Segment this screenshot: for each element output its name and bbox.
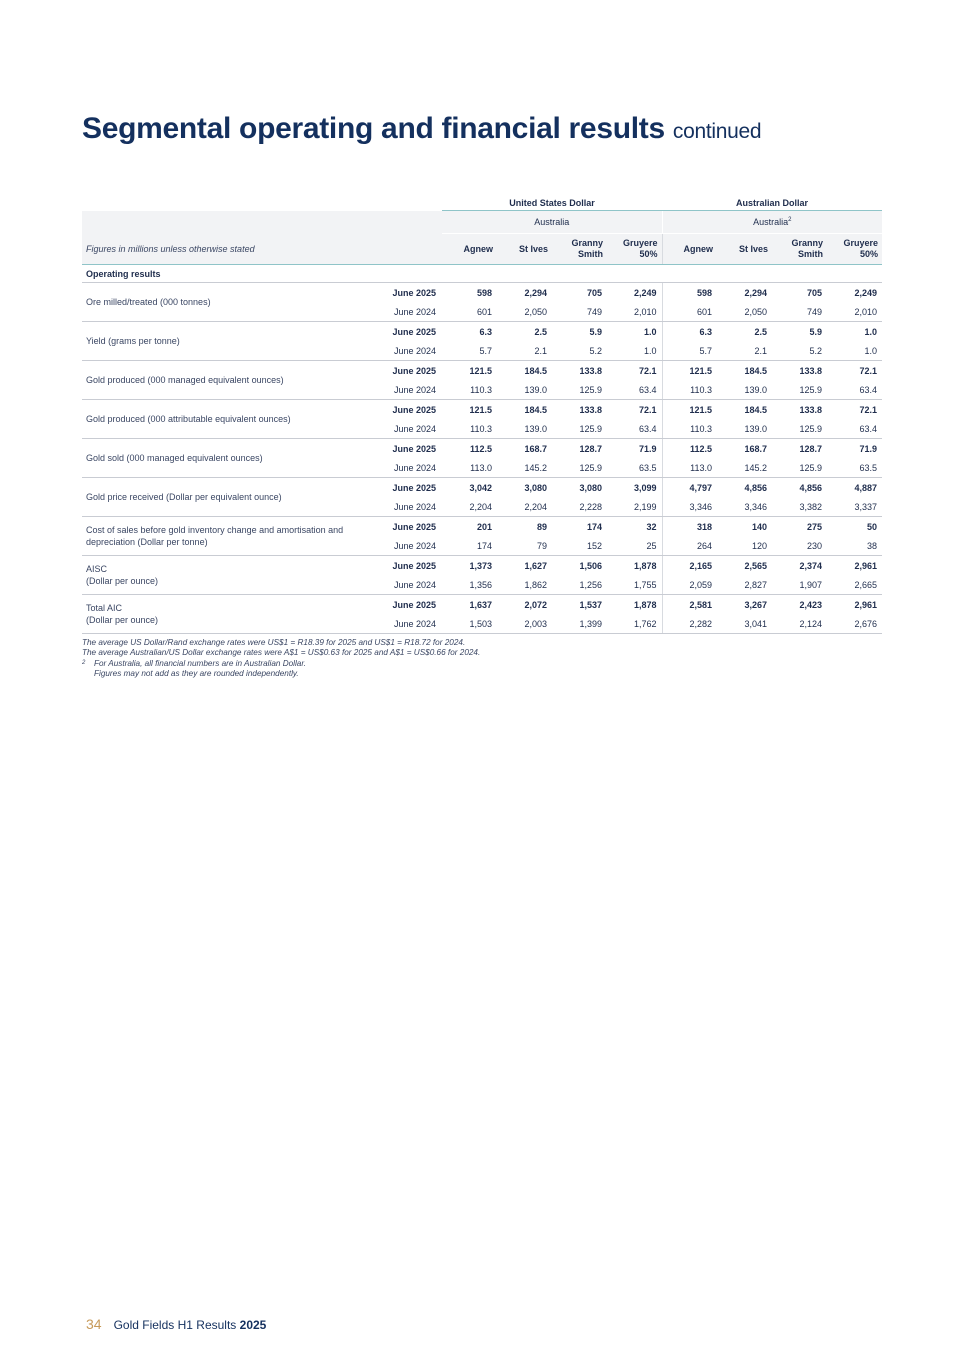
value-cell: 2,294 xyxy=(744,287,768,298)
value-cell: 145.2 xyxy=(497,458,552,478)
period-label: June 2025 xyxy=(392,365,436,376)
period-label: June 2024 xyxy=(382,575,442,595)
title-suffix: continued xyxy=(672,120,762,143)
value-cell: 1,256 xyxy=(552,575,607,595)
value-cell: 2,249 xyxy=(634,287,657,298)
row-label: Ore milled/treated (000 tonnes) xyxy=(82,283,382,322)
footer-text: Gold Fields H1 Results xyxy=(113,1318,237,1332)
column-header: Gruyere 50% xyxy=(827,234,882,265)
value-cell: 201 xyxy=(476,521,492,532)
value-cell: 264 xyxy=(662,536,717,556)
value-cell: 71.9 xyxy=(859,443,878,454)
table-row xyxy=(82,439,882,459)
row-label: Total AIC (Dollar per ounce) xyxy=(82,595,382,634)
footnote-marker: 2 xyxy=(788,217,792,223)
note-aud-rates: The average Australian/US Dollar exchange rates were A$1 = US$0.63 for 2025 and A$1 = US$0.66 for 2024. xyxy=(82,648,481,658)
value-cell: 139.0 xyxy=(497,419,552,439)
value-cell: 125.9 xyxy=(772,419,827,439)
period-label: June 2024 xyxy=(382,341,442,361)
value-cell: 2,961 xyxy=(854,560,878,571)
period-label: June 2024 xyxy=(382,380,442,400)
value-cell: 6.3 xyxy=(662,322,717,342)
value-cell: 3,346 xyxy=(662,497,717,517)
value-cell: 121.5 xyxy=(662,400,717,420)
table-row xyxy=(82,517,882,537)
value-cell: 3,080 xyxy=(579,482,602,493)
value-cell: 110.3 xyxy=(662,380,717,400)
value-cell: 72.1 xyxy=(639,404,657,415)
value-cell: 133.8 xyxy=(579,404,602,415)
value-cell: 139.0 xyxy=(717,419,772,439)
value-cell: 6.3 xyxy=(479,326,492,337)
value-cell: 3,099 xyxy=(634,482,657,493)
page-title: Segmental operating and financial results continued xyxy=(82,112,762,145)
row-label: AISC (Dollar per ounce) xyxy=(82,556,382,595)
column-header: Agnew xyxy=(662,234,717,265)
note-rand-rates: The average US Dollar/Rand exchange rates were US$1 = R18.39 for 2025 and US$1 = R18.72 for 2024. xyxy=(82,638,466,647)
value-cell: 89 xyxy=(536,521,547,532)
value-cell: 63.5 xyxy=(827,458,882,478)
value-cell: 1,627 xyxy=(524,560,547,571)
value-cell: 2,228 xyxy=(552,497,607,517)
value-cell: 63.4 xyxy=(607,419,662,439)
value-cell: 112.5 xyxy=(469,443,492,454)
value-cell: 2,676 xyxy=(827,614,882,634)
table-row xyxy=(82,556,882,576)
period-label: June 2025 xyxy=(392,287,436,298)
value-cell: 2,665 xyxy=(827,575,882,595)
column-header: Gruyere 50% xyxy=(607,234,662,265)
value-cell: 168.7 xyxy=(744,443,768,454)
value-cell: 3,346 xyxy=(717,497,772,517)
value-cell: 113.0 xyxy=(442,458,497,478)
value-cell: 2,374 xyxy=(799,560,823,571)
column-header: St Ives xyxy=(497,234,552,265)
value-cell: 1,878 xyxy=(634,599,657,610)
page-footer xyxy=(86,1316,266,1332)
value-cell: 2.1 xyxy=(717,341,772,361)
value-cell: 2,199 xyxy=(607,497,662,517)
value-cell: 71.9 xyxy=(639,443,657,454)
value-cell: 139.0 xyxy=(497,380,552,400)
value-cell: 1,907 xyxy=(772,575,827,595)
table-row xyxy=(82,283,882,303)
footnote-text: For Australia, all financial numbers are in Australian Dollar. xyxy=(94,658,307,668)
value-cell: 121.5 xyxy=(662,361,717,381)
value-cell: 2,581 xyxy=(662,595,717,615)
period-label: June 2025 xyxy=(392,404,436,415)
value-cell: 275 xyxy=(807,521,823,532)
note-footnote xyxy=(82,659,480,669)
column-header-row xyxy=(82,234,882,265)
value-cell: 705 xyxy=(586,287,602,298)
value-cell: 2,204 xyxy=(497,497,552,517)
period-label: June 2024 xyxy=(382,497,442,517)
value-cell: 139.0 xyxy=(717,380,772,400)
value-cell: 184.5 xyxy=(524,365,547,376)
table-row xyxy=(82,595,882,615)
value-cell: 2,204 xyxy=(442,497,497,517)
table-row xyxy=(82,361,882,381)
column-header: Granny Smith xyxy=(772,234,827,265)
value-cell: 79 xyxy=(497,536,552,556)
value-cell: 2.5 xyxy=(534,326,547,337)
value-cell: 113.0 xyxy=(662,458,717,478)
value-cell: 133.8 xyxy=(799,365,823,376)
row-label: Yield (grams per tonne) xyxy=(82,322,382,361)
value-cell: 2,010 xyxy=(607,302,662,322)
value-cell: 2,249 xyxy=(854,287,878,298)
section-title: Operating results xyxy=(82,265,882,283)
value-cell: 2,124 xyxy=(772,614,827,634)
value-cell: 72.1 xyxy=(859,404,878,415)
value-cell: 110.3 xyxy=(662,419,717,439)
value-cell: 63.4 xyxy=(607,380,662,400)
value-cell: 4,797 xyxy=(662,478,717,498)
value-cell: 1,762 xyxy=(607,614,662,634)
value-cell: 5.9 xyxy=(589,326,602,337)
value-cell: 3,337 xyxy=(827,497,882,517)
value-cell: 1,637 xyxy=(469,599,492,610)
value-cell: 38 xyxy=(827,536,882,556)
value-cell: 125.9 xyxy=(552,419,607,439)
value-cell: 63.4 xyxy=(827,380,882,400)
table-row xyxy=(82,478,882,498)
column-header: Granny Smith xyxy=(552,234,607,265)
value-cell: 3,042 xyxy=(469,482,492,493)
value-cell: 2,423 xyxy=(799,599,823,610)
footer-year: 2025 xyxy=(239,1318,267,1332)
value-cell: 5.9 xyxy=(809,326,823,337)
period-label: June 2025 xyxy=(392,560,436,571)
value-cell: 168.7 xyxy=(524,443,547,454)
value-cell: 1.0 xyxy=(827,341,882,361)
region-header-usd: Australia xyxy=(442,211,662,234)
page-number: 34 xyxy=(86,1316,102,1332)
value-cell: 125.9 xyxy=(772,380,827,400)
value-cell: 2,050 xyxy=(717,302,772,322)
value-cell: 63.5 xyxy=(607,458,662,478)
column-header: Agnew xyxy=(442,234,497,265)
value-cell: 125.9 xyxy=(552,458,607,478)
value-cell: 2,072 xyxy=(524,599,547,610)
value-cell: 50 xyxy=(867,521,878,532)
row-label: Cost of sales before gold inventory change and amortisation and depreciation (Dollar per tonne) xyxy=(82,517,382,556)
segmental-results-table xyxy=(82,196,882,634)
value-cell: 174 xyxy=(442,536,497,556)
period-label: June 2024 xyxy=(382,614,442,634)
row-label: Gold produced (000 managed equivalent ounces) xyxy=(82,361,382,400)
figures-note: Figures in millions unless otherwise stated xyxy=(82,234,382,265)
footnote-number: 2 xyxy=(82,659,86,666)
value-cell: 184.5 xyxy=(744,404,768,415)
value-cell: 121.5 xyxy=(469,365,492,376)
value-cell: 1.0 xyxy=(644,326,657,337)
value-cell: 145.2 xyxy=(717,458,772,478)
value-cell: 1.0 xyxy=(607,341,662,361)
value-cell: 5.2 xyxy=(772,341,827,361)
value-cell: 125.9 xyxy=(552,380,607,400)
currency-header-row xyxy=(82,196,882,211)
region-header-row xyxy=(82,211,882,234)
value-cell: 3,041 xyxy=(717,614,772,634)
value-cell: 749 xyxy=(552,302,607,322)
table-row xyxy=(82,322,882,342)
value-cell: 2,827 xyxy=(717,575,772,595)
value-cell: 2,165 xyxy=(662,556,717,576)
value-cell: 125.9 xyxy=(772,458,827,478)
value-cell: 2,282 xyxy=(662,614,717,634)
period-label: June 2025 xyxy=(392,599,436,610)
value-cell: 5.7 xyxy=(442,341,497,361)
value-cell: 1,399 xyxy=(552,614,607,634)
value-cell: 1,878 xyxy=(634,560,657,571)
value-cell: 2.5 xyxy=(754,326,768,337)
value-cell: 1,537 xyxy=(579,599,602,610)
region-header-aud: Australia$^2$ xyxy=(662,211,882,234)
row-label: Gold price received (Dollar per equivalent ounce) xyxy=(82,478,382,517)
value-cell: 4,887 xyxy=(854,482,878,493)
value-cell: 601 xyxy=(662,302,717,322)
value-cell: 2,294 xyxy=(524,287,547,298)
currency-header-aud: Australian Dollar xyxy=(662,196,882,211)
value-cell: 2,059 xyxy=(662,575,717,595)
value-cell: 133.8 xyxy=(579,365,602,376)
value-cell: 110.3 xyxy=(442,380,497,400)
value-cell: 598 xyxy=(476,287,492,298)
value-cell: 3,080 xyxy=(524,482,547,493)
section-header-row xyxy=(82,265,882,283)
table-notes xyxy=(82,638,480,679)
value-cell: 1,373 xyxy=(469,560,492,571)
row-label: Gold produced (000 attributable equivalent ounces) xyxy=(82,400,382,439)
value-cell: 2.1 xyxy=(497,341,552,361)
period-label: June 2024 xyxy=(382,536,442,556)
value-cell: 749 xyxy=(772,302,827,322)
value-cell: 133.8 xyxy=(799,404,823,415)
period-label: June 2024 xyxy=(382,302,442,322)
value-cell: 120 xyxy=(717,536,772,556)
value-cell: 1,755 xyxy=(607,575,662,595)
period-label: June 2025 xyxy=(392,521,436,532)
value-cell: 705 xyxy=(807,287,823,298)
value-cell: 1.0 xyxy=(864,326,878,337)
value-cell: 2,565 xyxy=(744,560,768,571)
value-cell: 184.5 xyxy=(524,404,547,415)
value-cell: 1,862 xyxy=(497,575,552,595)
column-header: St Ives xyxy=(717,234,772,265)
period-label: June 2025 xyxy=(392,482,436,493)
value-cell: 72.1 xyxy=(639,365,657,376)
table-row xyxy=(82,400,882,420)
value-cell: 2,003 xyxy=(497,614,552,634)
value-cell: 4,856 xyxy=(799,482,823,493)
value-cell: 174 xyxy=(586,521,602,532)
value-cell: 601 xyxy=(442,302,497,322)
value-cell: 72.1 xyxy=(859,365,878,376)
note-rounding: Figures may not add as they are rounded independently. xyxy=(94,668,299,678)
value-cell: 5.2 xyxy=(552,341,607,361)
value-cell: 121.5 xyxy=(469,404,492,415)
value-cell: 598 xyxy=(662,283,717,303)
value-cell: 152 xyxy=(552,536,607,556)
value-cell: 4,856 xyxy=(744,482,768,493)
value-cell: 1,506 xyxy=(579,560,602,571)
value-cell: 128.7 xyxy=(579,443,602,454)
value-cell: 2,010 xyxy=(827,302,882,322)
value-cell: 25 xyxy=(607,536,662,556)
value-cell: 318 xyxy=(662,517,717,537)
period-label: June 2025 xyxy=(392,443,436,454)
value-cell: 184.5 xyxy=(744,365,768,376)
value-cell: 2,961 xyxy=(854,599,878,610)
value-cell: 1,503 xyxy=(442,614,497,634)
row-label: Gold sold (000 managed equivalent ounces) xyxy=(82,439,382,478)
value-cell: 63.4 xyxy=(827,419,882,439)
period-label: June 2024 xyxy=(382,458,442,478)
value-cell: 3,267 xyxy=(744,599,768,610)
value-cell: 112.5 xyxy=(662,439,717,459)
period-label: June 2024 xyxy=(382,419,442,439)
value-cell: 1,356 xyxy=(442,575,497,595)
value-cell: 2,050 xyxy=(497,302,552,322)
value-cell: 128.7 xyxy=(799,443,823,454)
value-cell: 140 xyxy=(752,521,768,532)
value-cell: 32 xyxy=(646,521,657,532)
currency-header-usd: United States Dollar xyxy=(442,196,662,211)
value-cell: 230 xyxy=(772,536,827,556)
value-cell: 3,382 xyxy=(772,497,827,517)
period-label: June 2025 xyxy=(392,326,436,337)
value-cell: 5.7 xyxy=(662,341,717,361)
value-cell: 110.3 xyxy=(442,419,497,439)
